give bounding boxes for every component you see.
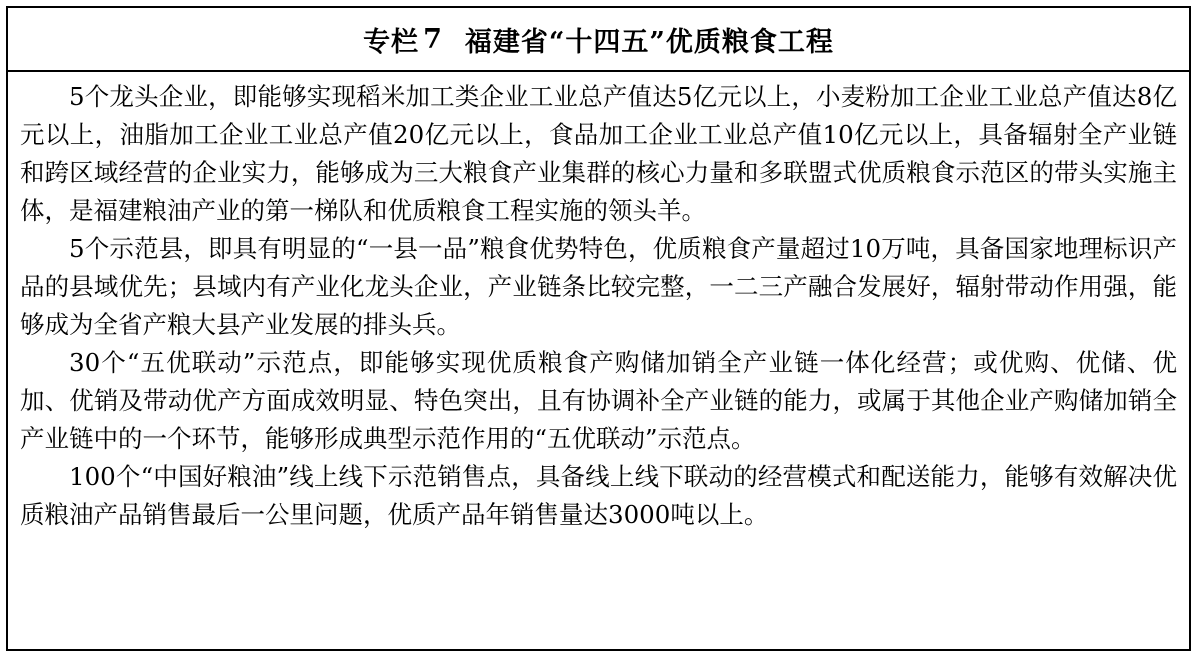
feature-heading: 福建省“十四五”优质粮食工程 bbox=[464, 26, 834, 58]
feature-box bbox=[6, 6, 1191, 651]
feature-number: 7 bbox=[423, 23, 443, 55]
paragraph-demo-counties: 5个示范县，即具有明显的“一县一品”粮食优势特色，优质粮食产量超过10万吨，具备国家地理标识产品的县域优先；县域内有产业化龙头企业，产业链条比较完整，一二三产融合发展好，辐射带动作用强，能够成为全省产粮大县产业发展的排头兵。 bbox=[20, 234, 1177, 339]
feature-title bbox=[8, 8, 1189, 72]
paragraph-wuyou-demo-sites: 30个“五优联动”示范点，即能够实现优质粮食产购储加销全产业链一体化经营；或优购、优储、优加、优销及带动优产方面成效明显、特色突出，且有协调补全产业链的能力，或属于其他企业产购储加销全产业链中的一个环节，能够形成典型示范作用的“五优联动”示范点。 bbox=[20, 348, 1177, 453]
paragraph-sales-points: 100个“中国好粮油”线上线下示范销售点，具备线上线下联动的经营模式和配送能力，能够有效解决优质粮油产品销售最后一公里问题，优质产品年销售量达3000吨以上。 bbox=[20, 462, 1177, 529]
paragraph-leading-enterprises: 5个龙头企业，即能够实现稻米加工类企业工业总产值达5亿元以上，小麦粉加工企业工业总产值达8亿元以上，油脂加工企业工业总产值20亿元以上，食品加工企业工业总产值10亿元以上，具备辐射全产业链和跨区域经营的企业实力，能够成为三大粮食产业集群的核心力量和多联盟式优质粮食示范区的带头实施主体，是福建粮油产业的第一梯队和优质粮食工程实施的领头羊。 bbox=[20, 82, 1177, 225]
feature-label: 专栏 bbox=[363, 26, 420, 58]
feature-body bbox=[8, 72, 1189, 534]
